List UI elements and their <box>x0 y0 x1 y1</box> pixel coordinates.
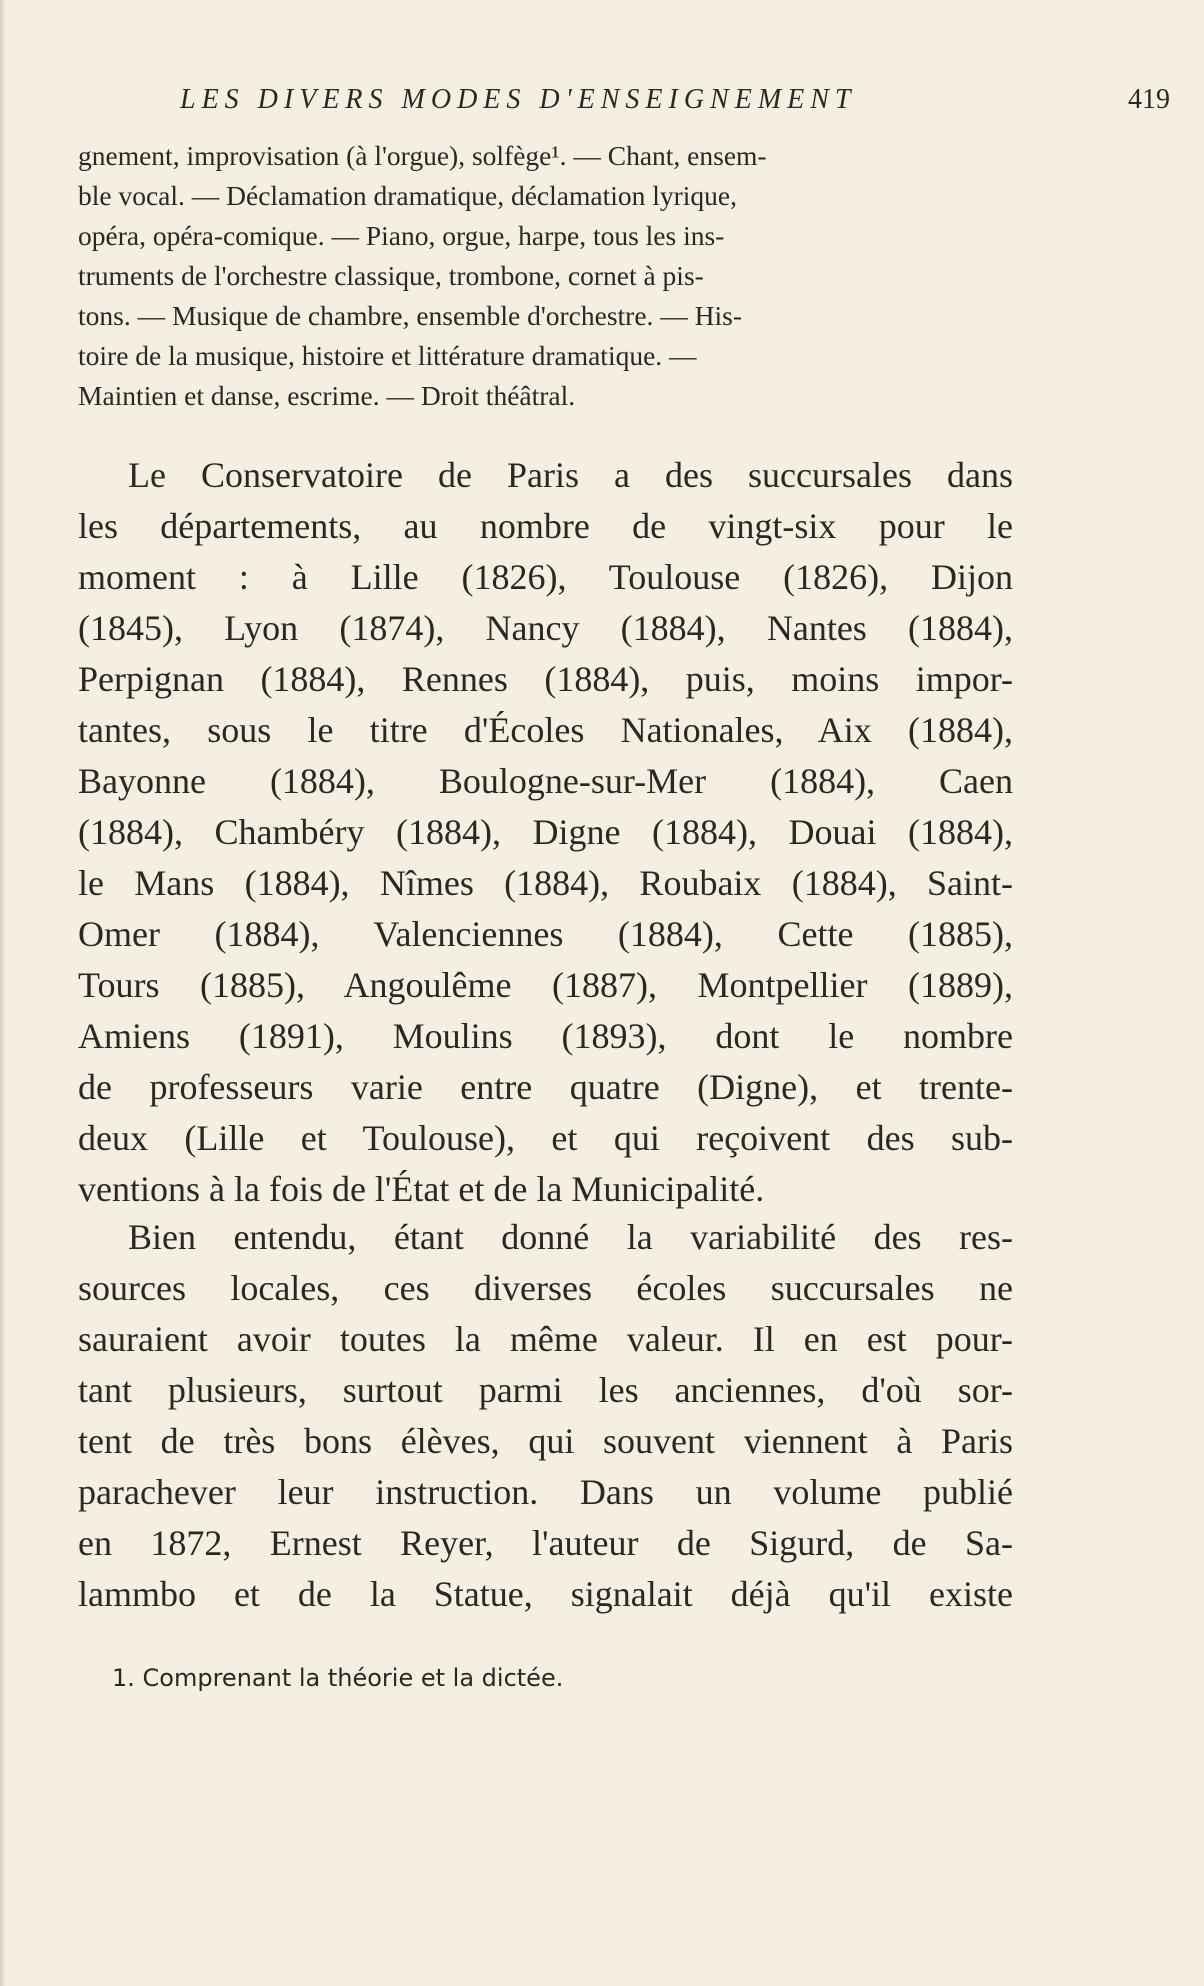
text-line: les départements, au nombre de vingt-six pour le <box>78 506 1013 546</box>
text-line: de professeurs varie entre quatre (Digne), et trente- <box>78 1067 1013 1107</box>
text-line: (1845), Lyon (1874), Nancy (1884), Nantes (1884), <box>78 608 1013 648</box>
text-line: (1884), Chambéry (1884), Digne (1884), Douai (1884), <box>78 812 1013 852</box>
text-line: tantes, sous le titre d'Écoles Nationales, Aix (1884), <box>78 710 1013 750</box>
text-line: Omer (1884), Valenciennes (1884), Cette (1885), <box>78 914 1013 954</box>
running-head <box>150 84 1170 124</box>
text-line: toire de la musique, histoire et littérature dramatique. — <box>78 340 697 371</box>
text-line: opéra, opéra-comique. — Piano, orgue, harpe, tous les ins- <box>78 220 725 251</box>
text-line: Maintien et danse, escrime. — Droit théâtral. <box>78 380 576 411</box>
text-line: parachever leur instruction. Dans un volume publié <box>78 1472 1013 1512</box>
text-line: deux (Lille et Toulouse), et qui reçoivent des sub- <box>78 1118 1013 1158</box>
paragraph-reyer <box>78 1212 1013 1620</box>
text-line: lammbo et de la Statue, signalait déjà qu'il existe <box>78 1574 1013 1614</box>
text-line: ventions à la fois de l'État et de la Municipalité. <box>78 1169 765 1209</box>
text-line: Le Conservatoire de Paris a des succursales dans <box>128 455 1013 495</box>
course-list-block <box>78 136 1013 416</box>
text-line: tent de très bons élèves, qui souvent viennent à Paris <box>78 1421 1013 1461</box>
text-line: tant plusieurs, surtout parmi les anciennes, d'où sor- <box>78 1370 1013 1410</box>
page-number: 419 <box>1128 84 1170 115</box>
text-line: ble vocal. — Déclamation dramatique, déclamation lyrique, <box>78 180 737 211</box>
text-line: sauraient avoir toutes la même valeur. Il en est pour- <box>78 1319 1013 1359</box>
text-line: moment : à Lille (1826), Toulouse (1826), Dijon <box>78 557 1013 597</box>
paragraph-succursales <box>78 450 1013 1215</box>
running-head-title: LES DIVERS MODES D'ENSEIGNEMENT <box>180 84 857 115</box>
text-line: tons. — Musique de chambre, ensemble d'orchestre. — His- <box>78 300 743 331</box>
text-line: gnement, improvisation (à l'orgue), solfège¹. — Chant, ensem- <box>78 140 767 171</box>
page-edge <box>0 0 6 1986</box>
text-line: truments de l'orchestre classique, trombone, cornet à pis- <box>78 260 704 291</box>
text-line: le Mans (1884), Nîmes (1884), Roubaix (1884), Saint- <box>78 863 1013 903</box>
footnote: 1. Comprenant la théorie et la dictée. <box>112 1664 564 1692</box>
text-line: Amiens (1891), Moulins (1893), dont le nombre <box>78 1016 1013 1056</box>
text-line: en 1872, Ernest Reyer, l'auteur de Sigurd, de Sa- <box>78 1523 1013 1563</box>
text-line: Bayonne (1884), Boulogne-sur-Mer (1884), Caen <box>78 761 1013 801</box>
text-line: Tours (1885), Angoulême (1887), Montpellier (1889), <box>78 965 1013 1005</box>
text-line: Perpignan (1884), Rennes (1884), puis, moins impor- <box>78 659 1013 699</box>
text-line: sources locales, ces diverses écoles succursales ne <box>78 1268 1013 1308</box>
text-line: Bien entendu, étant donné la variabilité des res- <box>128 1217 1013 1257</box>
